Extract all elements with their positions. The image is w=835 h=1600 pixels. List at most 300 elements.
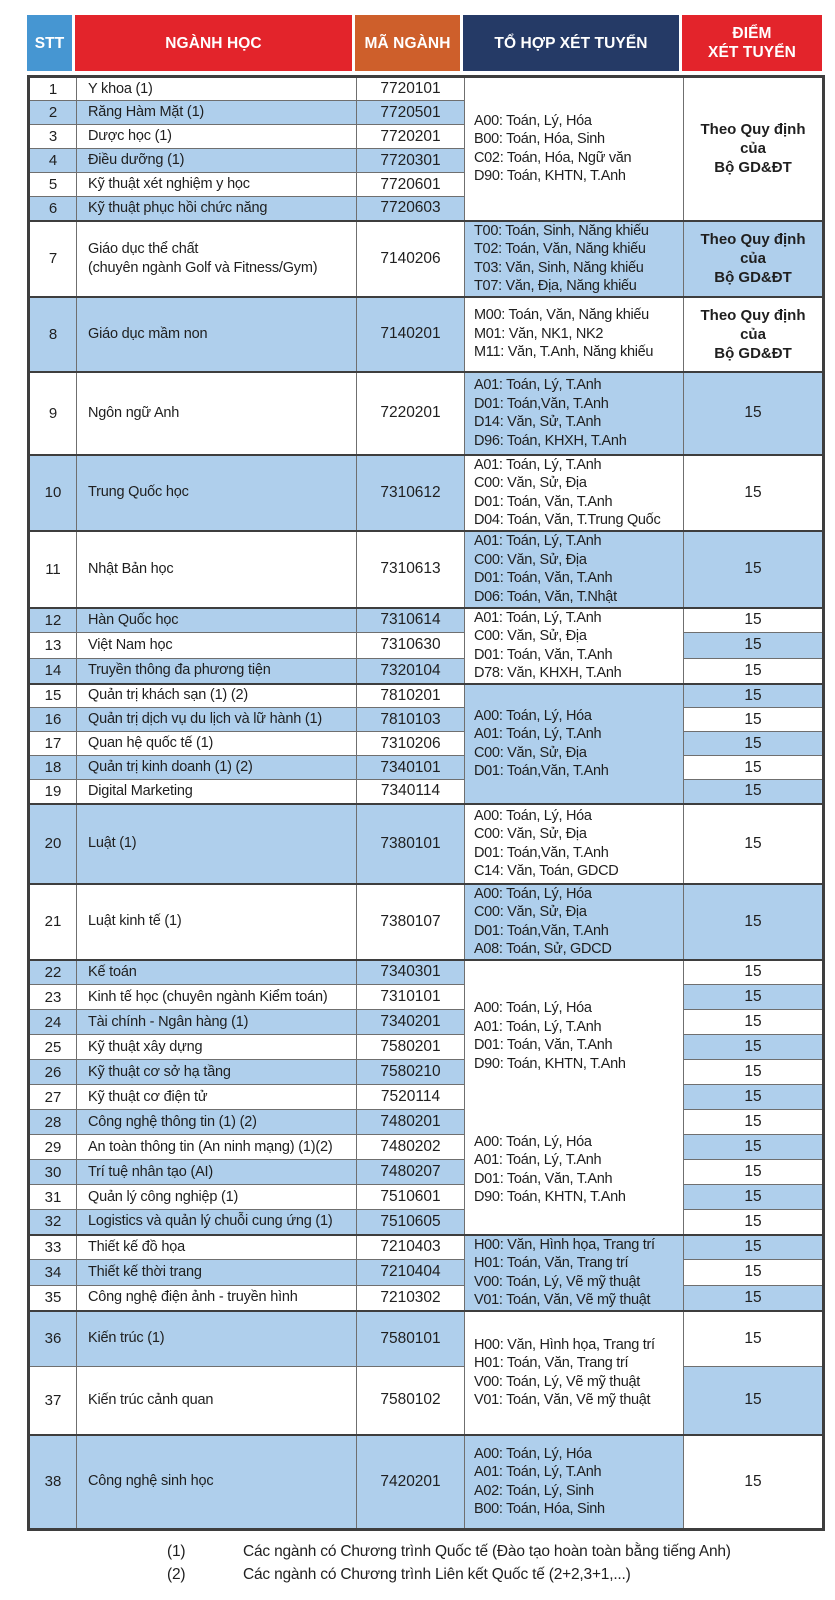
cell-line: của bbox=[740, 250, 766, 267]
combo-cell bbox=[465, 1311, 684, 1435]
header-cell-0 bbox=[27, 15, 75, 71]
cell-line: D01: Toán, Văn, T.Anh bbox=[474, 493, 613, 510]
major-code-cell: 7310101 bbox=[357, 985, 465, 1010]
stt-cell: 35 bbox=[29, 1285, 77, 1310]
cell-line: V01: Toán, Văn, Vẽ mỹ thuật bbox=[474, 1392, 651, 1408]
cell-line: MÃ NGÀNH bbox=[364, 34, 451, 52]
cell-line: D14: Văn, Sử, T.Anh bbox=[474, 414, 602, 430]
score-cell bbox=[684, 372, 824, 455]
major-name-cell bbox=[77, 1235, 357, 1260]
cell-line: Kỹ thuật xây dựng bbox=[88, 1038, 203, 1055]
combo-cell bbox=[465, 1435, 684, 1530]
stt-cell: 16 bbox=[29, 708, 77, 732]
major-code-cell: 7320104 bbox=[357, 658, 465, 683]
cell-line: T00: Toán, Sinh, Năng khiếu bbox=[474, 222, 649, 239]
combo-cell bbox=[465, 608, 684, 684]
table-row bbox=[29, 684, 824, 708]
major-name-cell bbox=[77, 125, 357, 149]
major-code-cell: 7720201 bbox=[357, 125, 465, 149]
cell-line: Theo Quy định bbox=[700, 306, 806, 324]
combo-cell bbox=[465, 960, 684, 1235]
cell-line: Quan hệ quốc tế (1) bbox=[88, 735, 214, 751]
major-name-cell bbox=[77, 1110, 357, 1135]
score-cell bbox=[684, 297, 824, 372]
cell-line: A00: Toán, Lý, Hóa bbox=[474, 112, 592, 129]
major-name-cell bbox=[77, 1010, 357, 1035]
cell-line: Bộ GD&ĐT bbox=[714, 159, 792, 177]
score-cell bbox=[684, 708, 824, 732]
major-name-cell bbox=[77, 149, 357, 173]
cell-line: Ngôn ngữ Anh bbox=[88, 404, 180, 421]
footnote-item-1 bbox=[167, 1543, 835, 1561]
cell-line: Quản trị khách sạn (1) (2) bbox=[88, 687, 249, 704]
cell-line: C00: Văn, Sử, Địa bbox=[474, 826, 587, 842]
score-cell bbox=[684, 732, 824, 756]
table-row bbox=[29, 884, 824, 960]
cell-line: T02: Toán, Văn, Năng khiếu bbox=[474, 241, 646, 257]
cell-line: Quản trị kinh doanh (1) (2) bbox=[88, 759, 253, 775]
footnote-text: Các ngành có Chương trình Quốc tế (Đào tạo hoàn toàn bằng tiếng Anh) bbox=[243, 1543, 731, 1560]
cell-line: Theo Quy định bbox=[700, 121, 806, 139]
cell-line: D01: Toán, Văn, T.Anh bbox=[474, 570, 613, 586]
score-cell bbox=[684, 455, 824, 531]
cell-line: Dược học (1) bbox=[88, 128, 172, 144]
major-name-cell bbox=[77, 658, 357, 683]
stt-cell: 28 bbox=[29, 1110, 77, 1135]
stt-cell: 22 bbox=[29, 960, 77, 985]
combo-cell bbox=[465, 221, 684, 297]
score-cell bbox=[684, 804, 824, 884]
cell-line: Kinh tế học (chuyên ngành Kiểm toán) bbox=[88, 988, 328, 1005]
combo-block bbox=[474, 1109, 683, 1230]
major-name-cell bbox=[77, 1135, 357, 1160]
cell-line: D01: Toán,Văn, T.Anh bbox=[474, 922, 609, 939]
cell-line: 15 bbox=[744, 1088, 762, 1105]
cell-line: D01: Toán,Văn, T.Anh bbox=[474, 844, 609, 861]
cell-line: Kỹ thuật cơ sở hạ tầng bbox=[88, 1063, 231, 1080]
combo-multi-wrap bbox=[474, 964, 683, 1231]
table-row bbox=[29, 297, 824, 372]
cell-line: A01: Toán, Lý, T.Anh bbox=[474, 1464, 602, 1481]
cell-line: A02: Toán, Lý, Sinh bbox=[474, 1482, 594, 1499]
cell-line: A01: Toán, Lý, T.Anh bbox=[474, 1152, 602, 1169]
cell-line: H00: Văn, Hình họa, Trang trí bbox=[474, 1236, 655, 1253]
stt-cell: 30 bbox=[29, 1160, 77, 1185]
major-code-cell: 7310630 bbox=[357, 633, 465, 658]
cell-line: 15 bbox=[744, 560, 762, 577]
major-name-cell bbox=[77, 173, 357, 197]
cell-line: Kỹ thuật xét nghiệm y học bbox=[88, 176, 250, 192]
cell-line: T07: Văn, Địa, Năng khiếu bbox=[474, 278, 637, 294]
major-name-cell bbox=[77, 1260, 357, 1285]
cell-line: STT bbox=[34, 34, 65, 52]
table-row bbox=[29, 1085, 824, 1110]
cell-line: A00: Toán, Lý, Hóa bbox=[474, 885, 592, 902]
cell-line: Trí tuệ nhân tạo (AI) bbox=[88, 1163, 214, 1180]
score-cell bbox=[684, 531, 824, 608]
footnote-item-2 bbox=[167, 1566, 835, 1584]
cell-line: C00: Văn, Sử, Địa bbox=[474, 904, 587, 920]
cell-line: A00: Toán, Lý, Hóa bbox=[474, 1133, 592, 1150]
stt-cell: 33 bbox=[29, 1235, 77, 1260]
cell-line: H01: Toán, Văn, Trang trí bbox=[474, 1255, 629, 1271]
cell-line: Thiết kế thời trang bbox=[88, 1263, 202, 1280]
major-code-cell: 7580201 bbox=[357, 1035, 465, 1060]
table-row bbox=[29, 960, 824, 985]
cell-line: Tài chính - Ngân hàng (1) bbox=[88, 1013, 249, 1030]
table-row bbox=[29, 1110, 824, 1135]
table-row bbox=[29, 1210, 824, 1235]
table-row bbox=[29, 1235, 824, 1260]
major-name-cell bbox=[77, 221, 357, 297]
cell-line: 15 bbox=[744, 912, 762, 930]
cell-line: C02: Toán, Hóa, Ngữ văn bbox=[474, 149, 632, 166]
combo-cell bbox=[465, 804, 684, 884]
cell-line: C00: Văn, Sử, Địa bbox=[474, 628, 587, 644]
cell-line: Nhật Bản học bbox=[88, 560, 174, 577]
table-row bbox=[29, 804, 824, 884]
stt-cell: 1 bbox=[29, 77, 77, 101]
cell-line: Quản lý công nghiệp (1) bbox=[88, 1188, 239, 1205]
cell-line: A01: Toán, Lý, T.Anh bbox=[474, 726, 602, 742]
table-row bbox=[29, 221, 824, 297]
table-row bbox=[29, 1010, 824, 1035]
score-cell bbox=[684, 1185, 824, 1210]
major-name-cell bbox=[77, 1185, 357, 1210]
stt-cell: 14 bbox=[29, 658, 77, 683]
cell-line: 15 bbox=[744, 1212, 762, 1230]
stt-cell: 29 bbox=[29, 1135, 77, 1160]
cell-line: Công nghệ sinh học bbox=[88, 1473, 214, 1490]
stt-cell: 8 bbox=[29, 297, 77, 372]
cell-line: TỔ HỢP XÉT TUYỂN bbox=[494, 34, 648, 52]
cell-line: A01: Toán, Lý, T.Anh bbox=[474, 377, 602, 393]
major-code-cell: 7340101 bbox=[357, 756, 465, 780]
table-row bbox=[29, 985, 824, 1010]
cell-line: A01: Toán, Lý, T.Anh bbox=[474, 533, 602, 549]
score-cell bbox=[684, 1035, 824, 1060]
major-name-cell bbox=[77, 804, 357, 884]
major-name-cell bbox=[77, 297, 357, 372]
cell-line: 15 bbox=[744, 1329, 762, 1347]
score-cell bbox=[684, 1367, 824, 1435]
cell-line: C00: Văn, Sử, Địa bbox=[474, 475, 587, 491]
combo-cell bbox=[465, 1235, 684, 1311]
table-row bbox=[29, 1135, 824, 1160]
table-row bbox=[29, 531, 824, 608]
score-cell bbox=[684, 780, 824, 804]
cell-line: V00: Toán, Lý, Vẽ mỹ thuật bbox=[474, 1373, 641, 1390]
cell-line: 15 bbox=[744, 963, 762, 981]
cell-line: Điều dưỡng (1) bbox=[88, 152, 185, 168]
cell-line: ĐIỂM bbox=[732, 25, 772, 42]
header-cell-3 bbox=[463, 15, 682, 71]
major-code-cell: 7520114 bbox=[357, 1085, 465, 1110]
major-name-cell bbox=[77, 633, 357, 658]
cell-line: (chuyên ngành Golf và Fitness/Gym) bbox=[88, 259, 318, 276]
major-name-cell bbox=[77, 608, 357, 633]
cell-line: 15 bbox=[744, 661, 762, 679]
stt-cell: 23 bbox=[29, 985, 77, 1010]
major-code-cell: 7510601 bbox=[357, 1185, 465, 1210]
major-code-cell: 7480207 bbox=[357, 1160, 465, 1185]
table-header-row bbox=[27, 15, 822, 71]
cell-line: 15 bbox=[744, 611, 762, 629]
major-name-cell bbox=[77, 531, 357, 608]
cell-line: 15 bbox=[744, 782, 762, 800]
cell-line: H00: Văn, Hình họa, Trang trí bbox=[474, 1336, 655, 1353]
combo-cell bbox=[465, 684, 684, 804]
major-code-cell: 7310612 bbox=[357, 455, 465, 531]
cell-line: V00: Toán, Lý, Vẽ mỹ thuật bbox=[474, 1273, 641, 1290]
stt-cell: 5 bbox=[29, 173, 77, 197]
table-row bbox=[29, 1260, 824, 1285]
cell-line: Trung Quốc học bbox=[88, 484, 189, 500]
major-code-cell: 7480201 bbox=[357, 1110, 465, 1135]
score-cell bbox=[684, 658, 824, 683]
cell-line: Bộ GD&ĐT bbox=[714, 344, 792, 362]
cell-line: 15 bbox=[744, 483, 762, 501]
major-name-cell bbox=[77, 1210, 357, 1235]
table-row bbox=[29, 372, 824, 455]
stt-cell: 38 bbox=[29, 1435, 77, 1530]
cell-line: A00: Toán, Lý, Hóa bbox=[474, 1445, 592, 1462]
stt-cell: 19 bbox=[29, 780, 77, 804]
cell-line: Y khoa (1) bbox=[88, 80, 153, 97]
major-code-cell: 7210302 bbox=[357, 1285, 465, 1310]
score-cell bbox=[684, 221, 824, 297]
combo-cell bbox=[465, 297, 684, 372]
major-name-cell bbox=[77, 1060, 357, 1085]
stt-cell: 31 bbox=[29, 1185, 77, 1210]
combo-cell bbox=[465, 884, 684, 960]
score-cell bbox=[684, 1210, 824, 1235]
cell-line: 15 bbox=[744, 404, 762, 421]
table-row bbox=[29, 1160, 824, 1185]
stt-cell: 4 bbox=[29, 149, 77, 173]
table-row bbox=[29, 77, 824, 101]
cell-line: 15 bbox=[744, 734, 762, 752]
major-name-cell bbox=[77, 197, 357, 221]
score-cell bbox=[684, 1285, 824, 1310]
major-code-cell: 7310613 bbox=[357, 531, 465, 608]
cell-line: Kỹ thuật cơ điện tử bbox=[88, 1088, 208, 1105]
score-cell bbox=[684, 1160, 824, 1185]
table-body bbox=[29, 77, 824, 1530]
table-row bbox=[29, 1311, 824, 1367]
major-name-cell bbox=[77, 708, 357, 732]
table-row bbox=[29, 780, 824, 804]
cell-line: của bbox=[740, 140, 766, 158]
header-cell-2 bbox=[355, 15, 463, 71]
major-name-cell bbox=[77, 684, 357, 708]
cell-line: A01: Toán, Lý, T.Anh bbox=[474, 609, 602, 626]
cell-line: 15 bbox=[744, 1288, 762, 1306]
header-cell-1 bbox=[75, 15, 355, 71]
stt-cell: 10 bbox=[29, 455, 77, 531]
major-name-cell bbox=[77, 1311, 357, 1367]
stt-cell: 11 bbox=[29, 531, 77, 608]
major-code-cell: 7310206 bbox=[357, 732, 465, 756]
combo-cell bbox=[465, 455, 684, 531]
major-name-cell bbox=[77, 732, 357, 756]
cell-line: A00: Toán, Lý, Hóa bbox=[474, 707, 592, 724]
major-code-cell: 7340201 bbox=[357, 1010, 465, 1035]
major-code-cell: 7580101 bbox=[357, 1311, 465, 1367]
major-code-cell: 7220201 bbox=[357, 372, 465, 455]
major-code-cell: 7380107 bbox=[357, 884, 465, 960]
stt-cell: 25 bbox=[29, 1035, 77, 1060]
cell-line: 15 bbox=[744, 1063, 762, 1080]
cell-line: Luật kinh tế (1) bbox=[88, 913, 182, 929]
major-name-cell bbox=[77, 372, 357, 455]
major-code-cell: 7810103 bbox=[357, 708, 465, 732]
cell-line: 15 bbox=[744, 1263, 762, 1281]
major-code-cell: 7380101 bbox=[357, 804, 465, 884]
score-cell bbox=[684, 756, 824, 780]
cell-line: Logistics và quản lý chuỗi cung ứng (1) bbox=[88, 1213, 333, 1230]
admissions-table bbox=[27, 75, 825, 1531]
major-code-cell: 7810201 bbox=[357, 684, 465, 708]
cell-line: V01: Toán, Văn, Vẽ mỹ thuật bbox=[474, 1292, 651, 1308]
table-row bbox=[29, 732, 824, 756]
stt-cell: 36 bbox=[29, 1311, 77, 1367]
score-cell bbox=[684, 1135, 824, 1160]
cell-line: Truyền thông đa phương tiện bbox=[88, 662, 271, 679]
cell-line: 15 bbox=[744, 1391, 762, 1409]
cell-line: Luật (1) bbox=[88, 835, 137, 851]
cell-line: 15 bbox=[744, 1163, 762, 1180]
cell-line: 15 bbox=[744, 686, 762, 704]
major-name-cell bbox=[77, 780, 357, 804]
table-row bbox=[29, 1285, 824, 1310]
score-cell bbox=[684, 884, 824, 960]
stt-cell: 3 bbox=[29, 125, 77, 149]
major-code-cell: 7210403 bbox=[357, 1235, 465, 1260]
footnote-marker: (1) bbox=[167, 1543, 186, 1560]
stt-cell: 26 bbox=[29, 1060, 77, 1085]
major-name-cell bbox=[77, 756, 357, 780]
major-name-cell bbox=[77, 1035, 357, 1060]
score-cell bbox=[684, 1010, 824, 1035]
cell-line: D01: Toán,Văn, T.Anh bbox=[474, 395, 609, 412]
cell-line: An toàn thông tin (An ninh mạng) (1)(2) bbox=[88, 1138, 333, 1155]
score-cell bbox=[684, 684, 824, 708]
score-cell bbox=[684, 1085, 824, 1110]
major-name-cell bbox=[77, 77, 357, 101]
cell-line: 15 bbox=[744, 1013, 762, 1030]
cell-line: D96: Toán, KHXH, T.Anh bbox=[474, 432, 627, 449]
footnotes bbox=[167, 1543, 835, 1584]
cell-line: 15 bbox=[744, 1113, 762, 1130]
cell-line: của bbox=[740, 325, 766, 343]
cell-line: Kỹ thuật phục hồi chức năng bbox=[88, 199, 268, 216]
cell-line: Bộ GD&ĐT bbox=[714, 269, 792, 286]
cell-line: Giáo dục thể chất bbox=[88, 240, 199, 257]
major-name-cell bbox=[77, 1367, 357, 1435]
stt-cell: 32 bbox=[29, 1210, 77, 1235]
table-row bbox=[29, 608, 824, 633]
cell-line: B00: Toán, Hóa, Sinh bbox=[474, 1501, 605, 1518]
cell-line: M01: Văn, NK1, NK2 bbox=[474, 325, 604, 342]
score-cell bbox=[684, 1110, 824, 1135]
cell-line: A01: Toán, Lý, T.Anh bbox=[474, 456, 602, 473]
cell-line: A00: Toán, Lý, Hóa bbox=[474, 807, 592, 824]
major-code-cell: 7720101 bbox=[357, 77, 465, 101]
major-code-cell: 7340301 bbox=[357, 960, 465, 985]
table-row bbox=[29, 756, 824, 780]
major-code-cell: 7210404 bbox=[357, 1260, 465, 1285]
cell-line: C00: Văn, Sử, Địa bbox=[474, 551, 587, 568]
cell-line: 15 bbox=[744, 1472, 762, 1490]
cell-line: D01: Toán, Văn, T.Anh bbox=[474, 1170, 613, 1187]
cell-line: C14: Văn, Toán, GDCD bbox=[474, 863, 619, 879]
stt-cell: 24 bbox=[29, 1010, 77, 1035]
combo-cell bbox=[465, 372, 684, 455]
cell-line: A00: Toán, Lý, Hóa bbox=[474, 1000, 592, 1017]
table-row bbox=[29, 1435, 824, 1530]
major-code-cell: 7340114 bbox=[357, 780, 465, 804]
major-name-cell bbox=[77, 1085, 357, 1110]
major-name-cell bbox=[77, 960, 357, 985]
major-code-cell: 7720501 bbox=[357, 101, 465, 125]
score-cell bbox=[684, 1311, 824, 1367]
cell-line: M11: Văn, T.Anh, Năng khiếu bbox=[474, 344, 654, 361]
major-code-cell: 7140201 bbox=[357, 297, 465, 372]
cell-line: 15 bbox=[744, 710, 762, 728]
table-row bbox=[29, 633, 824, 658]
footnote-text: Các ngành có Chương trình Liên kết Quốc tế (2+2,3+1,...) bbox=[243, 1566, 631, 1583]
major-code-cell: 7310614 bbox=[357, 608, 465, 633]
table-row bbox=[29, 1035, 824, 1060]
major-code-cell: 7720601 bbox=[357, 173, 465, 197]
header-cell-4 bbox=[682, 15, 822, 71]
major-name-cell bbox=[77, 884, 357, 960]
major-code-cell: 7510605 bbox=[357, 1210, 465, 1235]
cell-line: M00: Toán, Văn, Năng khiếu bbox=[474, 307, 649, 324]
cell-line: D04: Toán, Văn, T.Trung Quốc bbox=[474, 512, 661, 528]
cell-line: Kiến trúc cảnh quan bbox=[88, 1391, 214, 1408]
table-row bbox=[29, 708, 824, 732]
stt-cell: 18 bbox=[29, 756, 77, 780]
score-cell bbox=[684, 1060, 824, 1085]
cell-line: D01: Toán,Văn, T.Anh bbox=[474, 763, 609, 779]
stt-cell: 6 bbox=[29, 197, 77, 221]
cell-line: C00: Văn, Sử, Địa bbox=[474, 744, 587, 761]
cell-line: 15 bbox=[744, 834, 762, 852]
cell-line: D90: Toán, KHTN, T.Anh bbox=[474, 168, 626, 185]
cell-line: Thiết kế đồ họa bbox=[88, 1238, 185, 1255]
stt-cell: 9 bbox=[29, 372, 77, 455]
stt-cell: 37 bbox=[29, 1367, 77, 1435]
score-cell bbox=[684, 633, 824, 658]
cell-line: H01: Toán, Văn, Trang trí bbox=[474, 1355, 629, 1371]
score-cell bbox=[684, 1435, 824, 1530]
cell-line: 15 bbox=[744, 988, 762, 1005]
stt-cell: 21 bbox=[29, 884, 77, 960]
footnote-marker: (2) bbox=[167, 1566, 186, 1583]
cell-line: Theo Quy định bbox=[700, 231, 806, 248]
combo-block bbox=[474, 964, 683, 1110]
cell-line: A08: Toán, Sử, GDCD bbox=[474, 941, 612, 957]
major-code-cell: 7720603 bbox=[357, 197, 465, 221]
table-row bbox=[29, 1367, 824, 1435]
combo-cell bbox=[465, 77, 684, 221]
cell-line: 15 bbox=[744, 1238, 762, 1256]
cell-line: T03: Văn, Sinh, Năng khiếu bbox=[474, 259, 644, 276]
table-row bbox=[29, 1060, 824, 1085]
score-cell bbox=[684, 608, 824, 633]
